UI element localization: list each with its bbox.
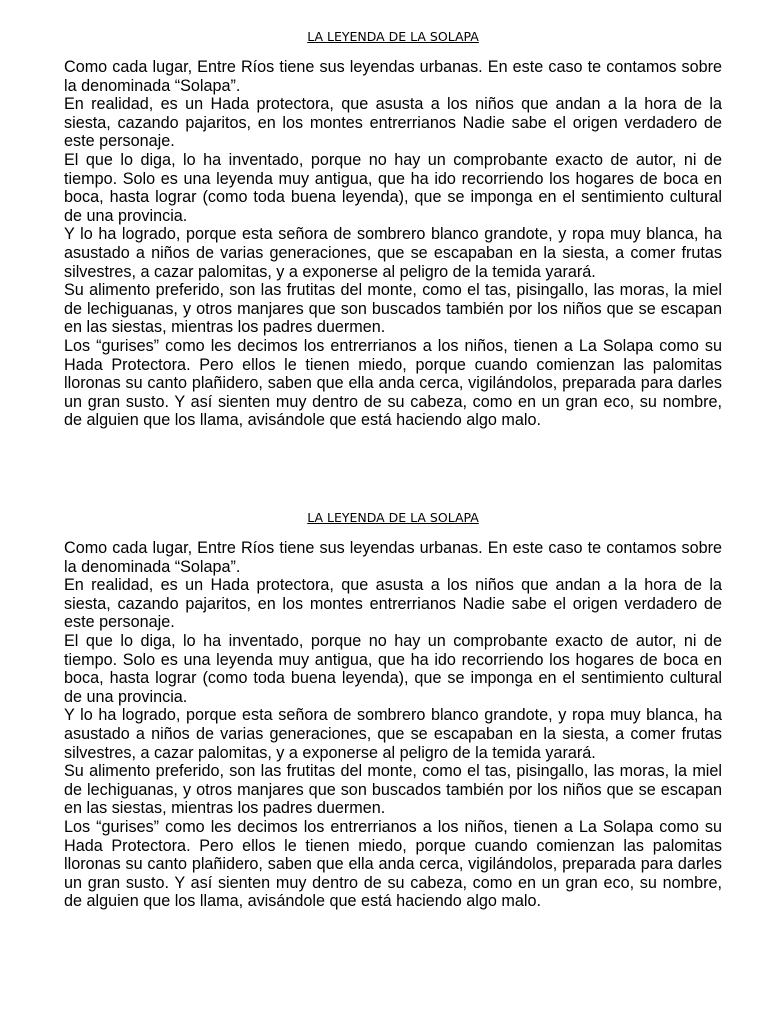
paragraph-gurises: Los “gurises” como les decimos los entrerrianos a los niños, tienen a La Solapa como su Hada Protectora. Pero ellos le tienen miedo, porque cuando comienzan las palomitas lloronas su canto plañidero, saben que ella anda cerca, vigilándolos, preparada para darles un gran susto. Y así sienten muy dentro de su cabeza, como en un gran eco, su nombre, de alguien que los llama, avisándole que está haciendo algo malo. — [64, 817, 722, 911]
paragraph-sombrero: Y lo ha logrado, porque esta señora de sombrero blanco grandote, y ropa muy blanca, ha asustado a niños de varias generaciones, que se escapaban en la siesta, a comer frutas silvestres, a cazar palomitas, y a exponerse al peligro de la temida yarará. — [64, 706, 722, 762]
section-title: LA LEYENDA DE LA SOLAPA — [307, 510, 479, 525]
paragraph-gurises: Los “gurises” como les decimos los entrerrianos a los niños, tienen a La Solapa como su Hada Protectora. Pero ellos le tienen miedo, porque cuando comienzan las palomitas lloronas su canto plañidero, saben que ella anda cerca, vigilándolos, preparada para darles un gran susto. Y así sienten muy dentro de su cabeza, como en un gran eco, su nombre, de alguien que los llama, avisándole que está haciendo algo malo. — [64, 336, 722, 430]
paragraph-origen: El que lo diga, lo ha inventado, porque no hay un comprobante exacto de autor, ni de tiempo. Solo es una leyenda muy antigua, que ha ido recorriendo los hogares de boca en boca, hasta lograr (como toda buena leyenda), que se imponga en el sentimiento cultural de una provincia. — [64, 150, 722, 225]
paragraph-hada: En realidad, es un Hada protectora, que asusta a los niños que andan a la hora de la siesta, cazando pajaritos, en los montes entrerrianos Nadie sabe el origen verdadero de este personaje. — [64, 576, 722, 632]
paragraph-alimento: Su alimento preferido, son las frutitas del monte, como el tas, pisingallo, las moras, la miel de lechiguanas, y otros manjares que son buscados también por los niños que se escapan en las siestas, mientras los padres duermen. — [64, 281, 722, 337]
paragraph-hada: En realidad, es un Hada protectora, que asusta a los niños que andan a la hora de la siesta, cazando pajaritos, en los montes entrerrianos Nadie sabe el origen verdadero de este personaje. — [64, 95, 722, 151]
paragraph-alimento: Su alimento preferido, son las frutitas del monte, como el tas, pisingallo, las moras, la miel de lechiguanas, y otros manjares que son buscados también por los niños que se escapan en las siestas, mientras los padres duermen. — [64, 762, 722, 818]
paragraph-origen: El que lo diga, lo ha inventado, porque no hay un comprobante exacto de autor, ni de tiempo. Solo es una leyenda muy antigua, que ha ido recorriendo los hogares de boca en boca, hasta lograr (como toda buena leyenda), que se imponga en el sentimiento cultural de una provincia. — [64, 631, 722, 706]
legend-section-1 — [64, 28, 722, 430]
legend-section-2 — [64, 509, 722, 911]
paragraph-intro: Como cada lugar, Entre Ríos tiene sus leyendas urbanas. En este caso te contamos sobre la denominada “Solapa”. — [64, 58, 722, 95]
section-title: LA LEYENDA DE LA SOLAPA — [307, 29, 479, 44]
paragraph-sombrero: Y lo ha logrado, porque esta señora de sombrero blanco grandote, y ropa muy blanca, ha asustado a niños de varias generaciones, que se escapaban en la siesta, a comer frutas silvestres, a cazar palomitas, y a exponerse al peligro de la temida yarará. — [64, 225, 722, 281]
paragraph-intro: Como cada lugar, Entre Ríos tiene sus leyendas urbanas. En este caso te contamos sobre la denominada “Solapa”. — [64, 539, 722, 576]
